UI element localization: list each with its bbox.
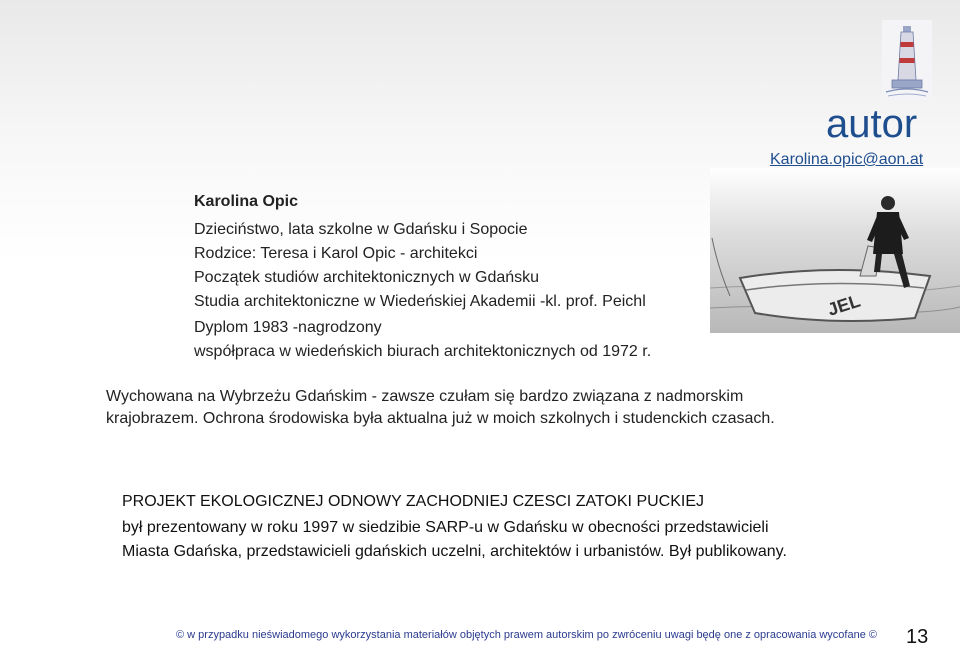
bio-line: Studia architektoniczne w Wiedeńskiej Akademii -kl. prof. Peichl — [194, 293, 646, 310]
author-name: Karolina Opic — [194, 193, 299, 210]
author-photo — [710, 168, 960, 333]
author-email-link[interactable]: Karolina.opic@aon.at — [770, 151, 924, 168]
bio-line: Dyplom 1983 -nagrodzony — [194, 319, 382, 336]
project-line: był prezentowany w roku 1997 w siedzibie SARP-u w Gdańsku w obecności przedstawicieli — [122, 519, 769, 536]
intro-paragraph: Wychowana na Wybrzeżu Gdańskim - zawsze czułam się bardzo związana z nadmorskim krajobrazem. Ochrona środowiska była aktualna już w moich szkolnych i studenckich czasach. — [106, 388, 775, 427]
project-title: PROJEKT EKOLOGICZNEJ ODNOWY ZACHODNIEJ CZESCI ZATOKI PUCKIEJ — [122, 493, 705, 510]
bio-line: współpraca w wiedeńskich biurach architektonicznych od 1972 r. — [194, 343, 652, 360]
bio-line: Rodzice: Teresa i Karol Opic - architekci — [194, 245, 478, 262]
lighthouse-image — [882, 20, 932, 100]
bio-line: Początek studiów architektonicznych w Gdańsku — [194, 269, 540, 286]
boat-registration-text: JEL — [825, 290, 863, 320]
bio-line: Dzieciństwo, lata szkolne w Gdańsku i Sopocie — [194, 221, 528, 238]
project-line: Miasta Gdańska, przedstawicieli gdańskich uczelni, architektów i urbanistów. Był publikowany. — [122, 543, 787, 560]
page-number: 13 — [906, 626, 929, 648]
page-title: autor — [826, 102, 918, 146]
copyright-footer: © w przypadku nieświadomego wykorzystania materiałów objętych prawem autorskim po zwróceniu uwagi będę one z opracowania wycofane © — [176, 629, 877, 641]
